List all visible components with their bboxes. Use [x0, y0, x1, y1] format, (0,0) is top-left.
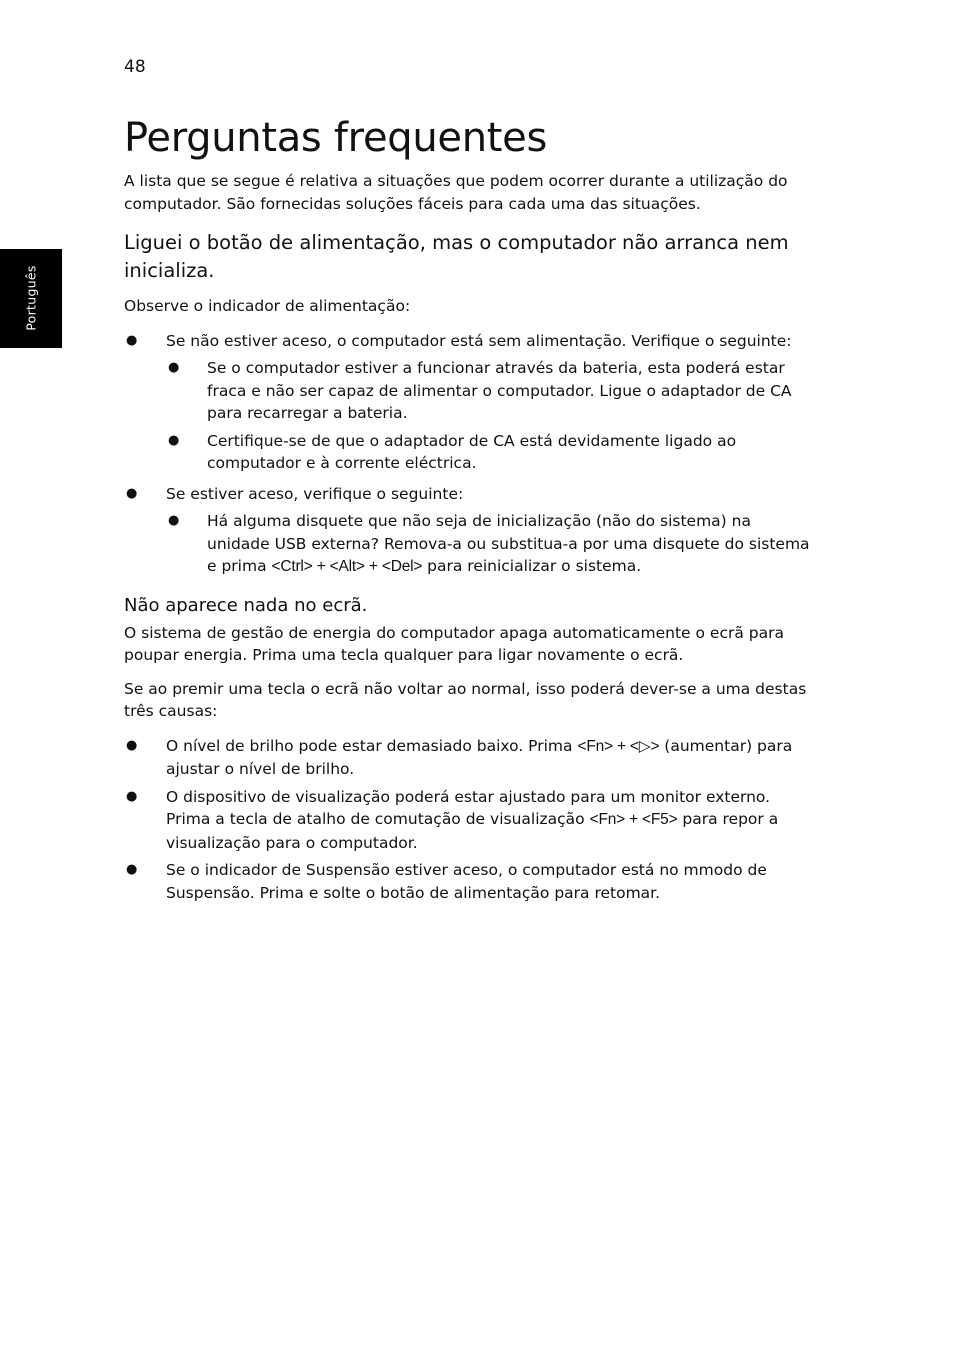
- key-combo-fn-f5: <Fn> + <F5>: [589, 811, 678, 828]
- language-side-tab: [0, 249, 62, 348]
- language-tab-label: Português: [23, 265, 39, 331]
- sub-list-item-text: Há alguma disquete que não seja de inicialização (não do sistema) na unidade USB externa? Remova-a ou substitua-a por uma disquete do sistema e prima: [207, 512, 810, 575]
- sub-list: [166, 510, 814, 579]
- question-1-heading: Liguei o botão de alimentação, mas o computador não arranca nem inicializa.: [124, 231, 789, 282]
- list-item: [124, 483, 814, 579]
- bullet-icon: ●: [126, 862, 138, 877]
- bullet-icon: ●: [168, 432, 180, 448]
- bullet-icon: ●: [126, 485, 138, 501]
- question-1-lead: Observe o indicador de alimentação:: [124, 297, 411, 315]
- question-2-list: [124, 735, 814, 905]
- list-item: [124, 735, 814, 781]
- key-combo-fn-brightness-up: <Fn> + <▷>: [577, 737, 660, 755]
- sub-list: [166, 357, 814, 475]
- list-item: [124, 330, 814, 475]
- page-content: [124, 112, 814, 909]
- intro-paragraph: A lista que se segue é relativa a situações que podem ocorrer durante a utilização do computador. São fornecidas soluções fáceis para cada uma das situações.: [124, 172, 788, 213]
- list-item: [124, 859, 814, 904]
- sub-list-item: [166, 510, 814, 579]
- sub-list-item: [166, 357, 814, 425]
- question-2-heading: Não aparece nada no ecrã.: [124, 594, 368, 616]
- bullet-icon: ●: [168, 360, 180, 375]
- list-item-text: O dispositivo de visualização poderá estar ajustado para um monitor externo. Prima a tecla de atalho de comutação de visualização: [166, 787, 771, 828]
- list-item-text: Se não estiver aceso, o computador está sem alimentação. Verifique o seguinte:: [166, 331, 792, 350]
- list-item-text-end: (aumentar) para ajustar o nível de brilho.: [166, 736, 793, 778]
- sub-list-item-text: Certifique-se de que o adaptador de CA está devidamente ligado ao computador e à corrente eléctrica.: [207, 431, 737, 472]
- list-item-text: Se o indicador de Suspensão estiver aceso, o computador está no mmodo de Suspensão. Prima e solte o botão de alimentação para retomar.: [166, 861, 767, 902]
- list-item-text-end: para repor a visualização para o computador.: [166, 810, 779, 852]
- list-item-text: O nível de brilho pode estar demasiado baixo. Prima: [166, 736, 578, 755]
- question-2-paragraph-2: Se ao premir uma tecla o ecrã não voltar ao normal, isso poderá dever-se a uma destas três causas:: [124, 679, 807, 720]
- bullet-icon: ●: [126, 332, 138, 348]
- list-item-text: Se estiver aceso, verifique o seguinte:: [166, 484, 464, 503]
- key-combo-ctrl-alt-del: <Ctrl> + <Alt> + <Del>: [271, 558, 423, 575]
- sub-list-item: [166, 430, 814, 475]
- bullet-icon: ●: [168, 513, 180, 528]
- question-1-list: [124, 330, 814, 579]
- bullet-icon: ●: [126, 737, 138, 753]
- page-title: Perguntas frequentes: [124, 115, 547, 161]
- bullet-icon: ●: [126, 788, 138, 804]
- page-number: 48: [124, 57, 146, 77]
- sub-list-item-text: Se o computador estiver a funcionar através da bateria, esta poderá estar fraca e não ser capaz de alimentar o computador. Ligue o adaptador de CA para recarregar a bateria.: [207, 359, 792, 422]
- sub-list-item-text-end: para reinicializar o sistema.: [422, 557, 642, 575]
- question-2-paragraph-1: O sistema de gestão de energia do computador apaga automaticamente o ecrã para poupar energia. Prima uma tecla qualquer para ligar novamente o ecrã.: [124, 623, 784, 664]
- list-item: [124, 786, 814, 855]
